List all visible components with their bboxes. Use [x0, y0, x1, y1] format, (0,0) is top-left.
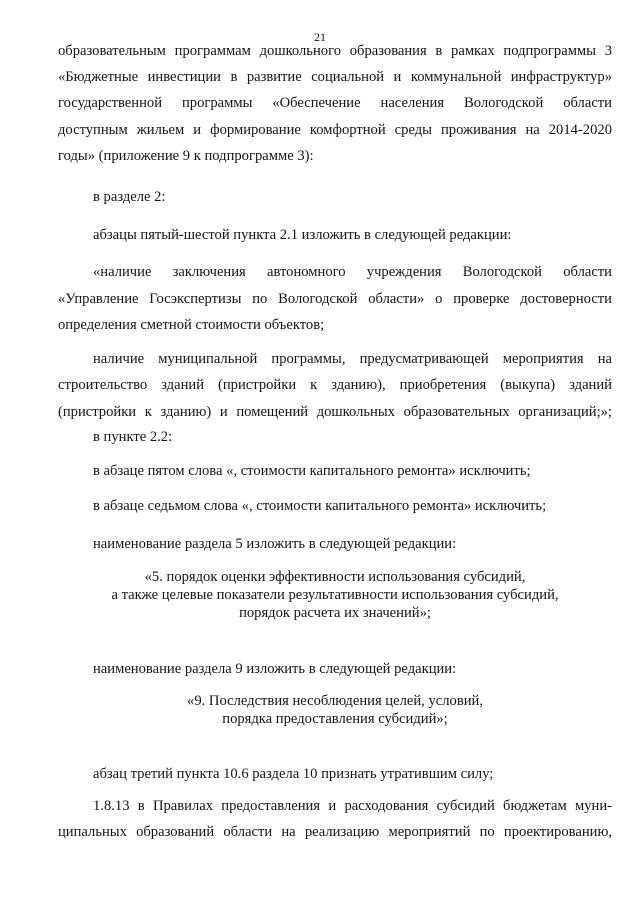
text-line: определения сметной стоимости объектов; — [58, 317, 325, 333]
text-line: в пункте 2.2: — [93, 429, 173, 445]
text-line: годы» (приложение 9 к подпрограмме 3): — [58, 148, 314, 164]
text-line: государственной программы «Обеспечение населения Вологодской области — [58, 95, 612, 111]
text-line: образовательным программам дошкольного образования в рамках подпрограммы 3 — [58, 43, 612, 59]
section-title-line: «9. Последствия несоблюдения целей, условий, — [187, 693, 483, 709]
section-title-line: а также целевые показатели результативности использования субсидий, — [111, 587, 559, 603]
text-line: «Бюджетные инвестиции в развитие социальной и коммунальной инфраструктур» — [58, 69, 612, 85]
text-line: 1.8.13 в Правилах предоставления и расходования субсидий бюджетам муни- — [93, 798, 612, 814]
text-line: строительство зданий (пристройки к зданию), приобретения (выкупа) зданий — [58, 377, 612, 393]
text-line: «наличие заключения автономного учреждения Вологодской области — [93, 264, 612, 280]
text-line: (пристройки к зданию) и помещений дошкольных образовательных организаций;»; — [58, 404, 612, 420]
text-line: наименование раздела 5 изложить в следующей редакции: — [93, 536, 457, 552]
text-line: доступным жильем и формирование комфортной среды проживания на 2014-2020 — [58, 122, 612, 138]
text-line: «Управление Госэкспертизы по Вологодской области» о проверке достоверности — [58, 291, 612, 307]
text-line: абзац третий пункта 10.6 раздела 10 признать утратившим силу; — [93, 766, 494, 782]
text-line: в абзаце седьмом слова «, стоимости капитального ремонта» исключить; — [93, 498, 547, 514]
text-line: в разделе 2: — [93, 189, 166, 205]
section-title-line: порядка предоставления субсидий»; — [222, 711, 448, 727]
text-line: ципальных образований области на реализацию мероприятий по проектированию, — [58, 824, 612, 840]
text-line: абзацы пятый-шестой пункта 2.1 изложить в следующей редакции: — [93, 227, 512, 243]
text-line: наименование раздела 9 изложить в следующей редакции: — [93, 661, 457, 677]
section-title-line: порядок расчета их значений»; — [239, 605, 431, 621]
text-line: наличие муниципальной программы, предусматривающей мероприятия на — [93, 351, 612, 367]
text-line: в абзаце пятом слова «, стоимости капитального ремонта» исключить; — [93, 463, 531, 479]
section-title-line: «5. порядок оценки эффективности использования субсидий, — [144, 569, 526, 585]
page-number: 21 — [314, 30, 326, 44]
